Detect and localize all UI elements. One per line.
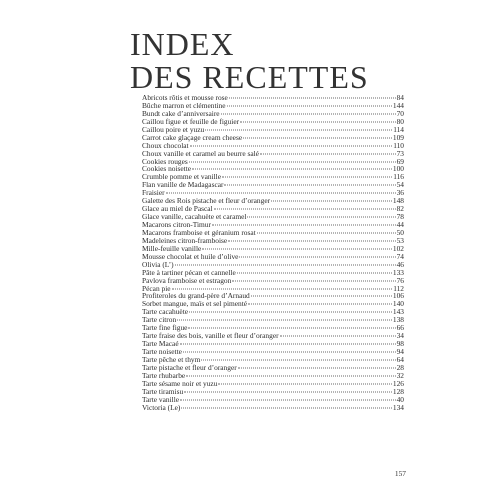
dot-leader xyxy=(175,264,396,265)
recipe-name: Sorbet mangue, maïs et sel pimenté xyxy=(142,299,248,309)
dot-leader xyxy=(190,145,393,146)
recipe-page-number: 109 xyxy=(392,132,404,142)
index-entry xyxy=(142,388,404,396)
recipe-name: Glace vanille, cacahuète et caramel xyxy=(142,212,247,222)
recipe-page-number: 46 xyxy=(396,259,404,269)
recipe-page-number: 73 xyxy=(396,148,404,158)
dot-leader xyxy=(271,201,392,202)
recipe-name: Flan vanille de Madagascar xyxy=(142,180,224,190)
dot-leader xyxy=(183,352,396,353)
page-number: 157 xyxy=(394,469,406,478)
recipe-name: Caillou poire et yuzu xyxy=(142,124,205,134)
dot-leader xyxy=(232,280,395,281)
dot-leader xyxy=(260,153,396,154)
index-entry xyxy=(142,277,404,285)
recipe-page-number: 44 xyxy=(396,220,404,229)
dot-leader xyxy=(240,121,396,122)
recipe-name: Tarte tiramisu xyxy=(142,386,184,396)
recipe-page-number: 144 xyxy=(392,100,404,110)
recipe-index-list xyxy=(142,94,404,412)
dot-leader xyxy=(192,169,392,170)
recipe-page-number: 133 xyxy=(392,267,404,277)
recipe-name: Tarte rhubarbe xyxy=(142,370,186,380)
recipe-name: Mille-feuille vanille xyxy=(142,243,202,253)
recipe-name: Tarte cacahuète xyxy=(142,307,189,317)
recipe-name: Olivia (L’) xyxy=(142,259,174,269)
index-entry xyxy=(142,396,404,404)
recipe-page-number: 82 xyxy=(396,204,404,214)
page-title xyxy=(130,28,369,94)
recipe-page-number: 50 xyxy=(396,227,404,237)
title-line-2: DES RECETTES xyxy=(130,59,369,95)
dot-leader xyxy=(251,296,392,297)
dot-leader xyxy=(180,399,396,400)
recipe-page-number: 36 xyxy=(396,188,404,198)
recipe-name: Caillou figue et feuille de figuier xyxy=(142,116,240,126)
index-entry xyxy=(142,308,404,316)
recipe-name: Abricots rôtis et mousse rose xyxy=(142,93,228,102)
recipe-name: Macarons citron-Timur xyxy=(142,220,211,229)
recipe-page-number: 40 xyxy=(396,394,404,404)
recipe-name: Tarte sésame noir et yuzu xyxy=(142,378,218,388)
dot-leader xyxy=(238,367,396,368)
index-entry xyxy=(142,253,404,261)
recipe-page-number: 84 xyxy=(396,93,404,102)
dot-leader xyxy=(218,383,391,384)
dot-leader xyxy=(237,272,392,273)
recipe-page-number: 28 xyxy=(396,362,404,372)
dot-leader xyxy=(257,232,396,233)
recipe-page-number: 100 xyxy=(392,164,404,174)
recipe-name: Pécan pie xyxy=(142,283,171,293)
recipe-page-number: 64 xyxy=(396,354,404,364)
recipe-page-number: 143 xyxy=(392,307,404,317)
recipe-page-number: 53 xyxy=(396,235,404,245)
recipe-name: Crumble pomme et vanille xyxy=(142,172,222,182)
dot-leader xyxy=(248,304,392,305)
recipe-name: Tarte Macaé xyxy=(142,339,179,349)
recipe-name: Bûche marron et clémentine xyxy=(142,100,226,110)
recipe-name: Macarons framboise et géranium rosat xyxy=(142,227,256,237)
recipe-page-number: 102 xyxy=(392,243,404,253)
recipe-page-number: 34 xyxy=(396,331,404,341)
dot-leader xyxy=(221,113,396,114)
dot-leader xyxy=(228,240,395,241)
recipe-name: Bundt cake d’anniversaire xyxy=(142,108,220,118)
dot-leader xyxy=(201,359,395,360)
recipe-page-number: 134 xyxy=(392,402,404,412)
recipe-name: Madeleines citron-framboise xyxy=(142,235,228,245)
dot-leader xyxy=(184,391,392,392)
dot-leader xyxy=(188,328,395,329)
recipe-page-number: 106 xyxy=(392,291,404,301)
recipe-page-number: 140 xyxy=(392,299,404,309)
recipe-name: Tarte pistache et fleur d’oranger xyxy=(142,362,237,372)
recipe-page-number: 94 xyxy=(396,347,404,356)
dot-leader xyxy=(224,185,395,186)
recipe-page-number: 76 xyxy=(396,275,404,285)
recipe-name: Victoria (Le) xyxy=(142,402,181,412)
recipe-page-number: 74 xyxy=(396,251,404,261)
dot-leader xyxy=(166,193,396,194)
index-entry xyxy=(142,181,404,189)
index-entry xyxy=(142,404,404,412)
recipe-page-number: 110 xyxy=(393,140,404,150)
recipe-name: Tarte noisette xyxy=(142,347,182,356)
dot-leader xyxy=(202,248,392,249)
recipe-page-number: 114 xyxy=(393,124,404,134)
dot-leader xyxy=(227,105,392,106)
recipe-name: Glace au miel de Pascal xyxy=(142,204,213,214)
recipe-page-number: 80 xyxy=(396,116,404,126)
recipe-page-number: 148 xyxy=(392,196,404,206)
recipe-page-number: 78 xyxy=(396,212,404,222)
dot-leader xyxy=(280,336,396,337)
recipe-name: Fraisier xyxy=(142,188,165,198)
recipe-page-number: 126 xyxy=(392,378,404,388)
recipe-page-number: 128 xyxy=(392,386,404,396)
recipe-name: Choux vanille et caramel au beurre salé xyxy=(142,148,259,158)
recipe-name: Carrot cake glaçage cream cheese xyxy=(142,132,243,142)
recipe-name: Pâte à tartiner pécan et cannelle xyxy=(142,267,236,277)
dot-leader xyxy=(205,129,392,130)
dot-leader xyxy=(222,177,392,178)
recipe-name: Tarte pêche et thym xyxy=(142,354,201,364)
dot-leader xyxy=(229,98,396,99)
dot-leader xyxy=(186,375,395,376)
recipe-page-number: 66 xyxy=(396,323,404,333)
recipe-page-number: 112 xyxy=(393,283,404,293)
index-entry xyxy=(142,332,404,340)
recipe-name: Mousse chocolat et huile d’olive xyxy=(142,251,239,261)
dot-leader xyxy=(214,209,396,210)
recipe-page-number: 69 xyxy=(396,156,404,166)
recipe-name: Tarte fine figue xyxy=(142,323,188,333)
recipe-page-number: 54 xyxy=(396,180,404,190)
dot-leader xyxy=(180,344,396,345)
recipe-page-number: 138 xyxy=(392,315,404,325)
recipe-name: Pavlova framboise et estragon xyxy=(142,275,232,285)
dot-leader xyxy=(247,217,395,218)
recipe-name: Galette des Rois pistache et fleur d’oranger xyxy=(142,196,271,206)
dot-leader xyxy=(189,161,396,162)
recipe-name: Tarte citron xyxy=(142,315,177,325)
recipe-page-number: 32 xyxy=(396,370,404,380)
dot-leader xyxy=(181,407,392,408)
dot-leader xyxy=(239,256,395,257)
dot-leader xyxy=(243,137,392,138)
dot-leader xyxy=(189,312,392,313)
recipe-name: Cookies noisette xyxy=(142,164,192,174)
dot-leader xyxy=(212,225,396,226)
recipe-page-number: 98 xyxy=(396,339,404,349)
title-line-1: INDEX xyxy=(130,26,235,62)
recipe-page-number: 70 xyxy=(396,108,404,118)
dot-leader xyxy=(177,320,392,321)
dot-leader xyxy=(172,288,393,289)
recipe-page-number: 116 xyxy=(393,172,404,182)
recipe-name: Cookies rouges xyxy=(142,156,188,166)
recipe-name: Choux chocolat xyxy=(142,140,189,150)
recipe-name: Tarte vanille xyxy=(142,394,180,404)
recipe-name: Tarte fraise des bois, vanille et fleur d’oranger xyxy=(142,331,279,341)
recipe-name: Profiteroles du grand-père d’Arnaud xyxy=(142,291,250,301)
